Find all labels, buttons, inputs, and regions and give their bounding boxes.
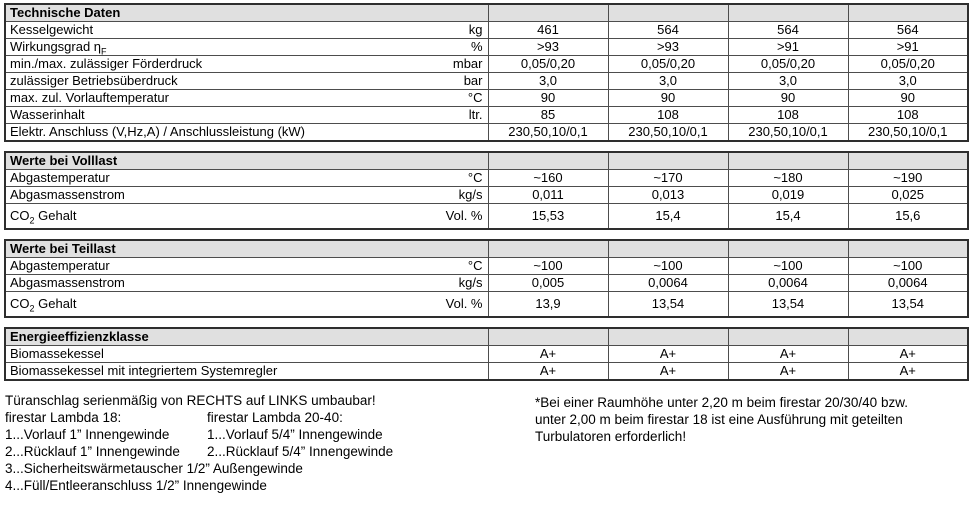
table-row: [5, 22, 968, 39]
value-cell: ~100: [608, 258, 728, 275]
row-unit: °C: [467, 90, 483, 105]
value-cell: 0,025: [848, 187, 968, 204]
room-height-note-line: Turbulatoren erforderlich!: [535, 429, 687, 444]
row-unit: %: [470, 39, 483, 54]
value-cell: 0,05/0,20: [728, 56, 848, 73]
value-cell: 0,013: [608, 187, 728, 204]
value-cell: A+: [728, 363, 848, 381]
row-label-cell: [5, 275, 488, 292]
section-title: Technische Daten: [5, 4, 488, 22]
row-label: Abgastemperatur: [10, 258, 110, 273]
row-unit: °C: [467, 170, 483, 185]
header-spacer-cell: [488, 152, 608, 170]
value-cell: 564: [848, 22, 968, 39]
value-cell: A+: [608, 363, 728, 381]
value-cell: 0,0064: [728, 275, 848, 292]
table-row: [5, 292, 968, 318]
header-spacer-cell: [728, 240, 848, 258]
row-label-cell: [5, 187, 488, 204]
row-label: CO: [10, 208, 30, 223]
value-cell: 3,0: [848, 73, 968, 90]
row-label: max. zul. Vorlauftemperatur: [10, 90, 169, 105]
row-label-cell: [5, 22, 488, 39]
row-label: zulässiger Betriebsüberdruck: [10, 73, 178, 88]
value-cell: 108: [728, 107, 848, 124]
row-label: CO: [10, 296, 30, 311]
section-title: Werte bei Volllast: [5, 152, 488, 170]
table-row: [5, 90, 968, 107]
value-cell: 90: [608, 90, 728, 107]
model-column-heading: firestar Lambda 18:: [5, 410, 122, 425]
row-label-post: Gehalt: [34, 208, 77, 223]
row-label: Wasserinhalt: [10, 107, 85, 122]
row-label: Abgasmassenstrom: [10, 275, 125, 290]
header-spacer-cell: [608, 4, 728, 22]
connection-notes: [5, 392, 535, 494]
value-cell: ~160: [488, 170, 608, 187]
table-row: [5, 204, 968, 230]
value-cell: ~170: [608, 170, 728, 187]
row-unit: ltr.: [468, 107, 483, 122]
door-hinge-note: Türanschlag serienmäßig von RECHTS auf LINKS umbaubar!: [5, 393, 376, 408]
value-cell: 85: [488, 107, 608, 124]
value-cell: 3,0: [608, 73, 728, 90]
connection-item: 1...Vorlauf 1” Innengewinde: [5, 427, 170, 442]
row-label: Abgasmassenstrom: [10, 187, 125, 202]
value-cell: 0,05/0,20: [488, 56, 608, 73]
row-label-cell: [5, 73, 488, 90]
value-cell: 0,0064: [608, 275, 728, 292]
row-unit: kg/s: [458, 275, 483, 290]
value-cell: 15,53: [488, 204, 608, 230]
value-cell: 0,005: [488, 275, 608, 292]
section-table-volllast: [4, 151, 969, 230]
table-row: [5, 187, 968, 204]
header-spacer-cell: [608, 152, 728, 170]
row-label-cell: [5, 346, 488, 363]
table-row: [5, 170, 968, 187]
room-height-note-line: *Bei einer Raumhöhe unter 2,20 m beim firestar 20/30/40 bzw.: [535, 395, 908, 410]
row-unit: Vol. %: [445, 296, 483, 311]
value-cell: >91: [728, 39, 848, 56]
row-unit: °C: [467, 258, 483, 273]
value-cell: 0,05/0,20: [608, 56, 728, 73]
connection-item: 3...Sicherheitswärmetauscher 1/2” Außengewinde: [5, 461, 303, 476]
row-unit: Vol. %: [445, 208, 483, 223]
value-cell: ~190: [848, 170, 968, 187]
row-label-cell: [5, 107, 488, 124]
row-label: Abgastemperatur: [10, 170, 110, 185]
row-label: min./max. zulässiger Förderdruck: [10, 56, 203, 71]
value-cell: ~100: [728, 258, 848, 275]
table-row: [5, 56, 968, 73]
section-table-energieeffizienzklasse: [4, 327, 969, 381]
header-spacer-cell: [848, 152, 968, 170]
header-spacer-cell: [728, 152, 848, 170]
section-title: Energieeffizienzklasse: [5, 328, 488, 346]
value-cell: 13,54: [848, 292, 968, 318]
value-cell: 0,019: [728, 187, 848, 204]
model-column-heading: firestar Lambda 20-40:: [207, 410, 343, 425]
value-cell: 15,6: [848, 204, 968, 230]
connection-columns: [5, 409, 535, 460]
value-cell: 90: [728, 90, 848, 107]
row-label-cell: [5, 363, 488, 381]
value-cell: >93: [608, 39, 728, 56]
value-cell: 0,011: [488, 187, 608, 204]
value-cell: 3,0: [728, 73, 848, 90]
value-cell: A+: [728, 346, 848, 363]
row-unit: bar: [463, 73, 483, 88]
section-header-row: [5, 240, 968, 258]
value-cell: A+: [488, 346, 608, 363]
room-height-note-line: unter 2,00 m beim firestar 18 ist eine Ausführung mit geteilten: [535, 412, 903, 427]
row-label-cell: [5, 292, 488, 318]
value-cell: 108: [608, 107, 728, 124]
connection-item: 2...Rücklauf 1” Innengewinde: [5, 444, 180, 459]
row-label-cell: [5, 170, 488, 187]
table-row: [5, 124, 968, 142]
section-header-row: [5, 328, 968, 346]
header-spacer-cell: [488, 328, 608, 346]
value-cell: 13,54: [608, 292, 728, 318]
header-spacer-cell: [848, 328, 968, 346]
connection-item: 4...Füll/Entleeranschluss 1/2” Innengewinde: [5, 478, 267, 493]
value-cell: 564: [728, 22, 848, 39]
row-label-subscript: 2: [29, 215, 35, 226]
row-label-subscript: 2: [29, 303, 35, 314]
section-header-row: [5, 4, 968, 22]
table-row: [5, 73, 968, 90]
section-header-row: [5, 152, 968, 170]
table-row: [5, 346, 968, 363]
row-label: Biomassekessel mit integriertem Systemregler: [10, 363, 278, 378]
footnotes: [5, 392, 972, 494]
value-cell: 230,50,10/0,1: [488, 124, 608, 142]
row-unit: kg/s: [458, 187, 483, 202]
value-cell: ~100: [848, 258, 968, 275]
room-height-note: [535, 392, 908, 494]
value-cell: 3,0: [488, 73, 608, 90]
row-label-subscript: F: [101, 46, 107, 56]
value-cell: 564: [608, 22, 728, 39]
value-cell: A+: [848, 346, 968, 363]
value-cell: 0,0064: [848, 275, 968, 292]
header-spacer-cell: [608, 240, 728, 258]
connection-item: 1...Vorlauf 5/4” Innengewinde: [207, 427, 383, 442]
value-cell: 230,50,10/0,1: [608, 124, 728, 142]
value-cell: 230,50,10/0,1: [848, 124, 968, 142]
header-spacer-cell: [608, 328, 728, 346]
connection-item: 2...Rücklauf 5/4” Innengewinde: [207, 444, 394, 459]
header-spacer-cell: [728, 4, 848, 22]
row-label: Kesselgewicht: [10, 22, 94, 37]
value-cell: ~100: [488, 258, 608, 275]
value-cell: 90: [488, 90, 608, 107]
header-spacer-cell: [848, 240, 968, 258]
header-spacer-cell: [728, 328, 848, 346]
header-spacer-cell: [488, 4, 608, 22]
row-unit: mbar: [452, 56, 483, 71]
table-row: [5, 39, 968, 56]
value-cell: 108: [848, 107, 968, 124]
row-label-cell: [5, 90, 488, 107]
table-row: [5, 258, 968, 275]
row-label-cell: [5, 124, 488, 142]
row-label: Wirkungsgrad η: [10, 39, 102, 54]
row-label-cell: [5, 204, 488, 230]
row-label-cell: [5, 39, 488, 56]
section-table-teillast: [4, 239, 969, 318]
row-label-cell: [5, 56, 488, 73]
row-label: Biomassekessel: [10, 346, 104, 361]
row-label-cell: [5, 258, 488, 275]
section-table-technische-daten: [4, 3, 969, 142]
value-cell: A+: [488, 363, 608, 381]
table-row: [5, 363, 968, 381]
row-label-post: Gehalt: [34, 296, 77, 311]
value-cell: 461: [488, 22, 608, 39]
row-unit: kg: [468, 22, 483, 37]
value-cell: A+: [608, 346, 728, 363]
value-cell: 13,54: [728, 292, 848, 318]
section-title: Werte bei Teillast: [5, 240, 488, 258]
value-cell: >93: [488, 39, 608, 56]
value-cell: 15,4: [608, 204, 728, 230]
row-label: Elektr. Anschluss (V,Hz,A) / Anschlussleistung (kW): [10, 124, 306, 139]
value-cell: 230,50,10/0,1: [728, 124, 848, 142]
value-cell: 13,9: [488, 292, 608, 318]
header-spacer-cell: [488, 240, 608, 258]
value-cell: >91: [848, 39, 968, 56]
table-row: [5, 107, 968, 124]
value-cell: 15,4: [728, 204, 848, 230]
value-cell: A+: [848, 363, 968, 381]
value-cell: 90: [848, 90, 968, 107]
value-cell: 0,05/0,20: [848, 56, 968, 73]
value-cell: ~180: [728, 170, 848, 187]
table-row: [5, 275, 968, 292]
header-spacer-cell: [848, 4, 968, 22]
